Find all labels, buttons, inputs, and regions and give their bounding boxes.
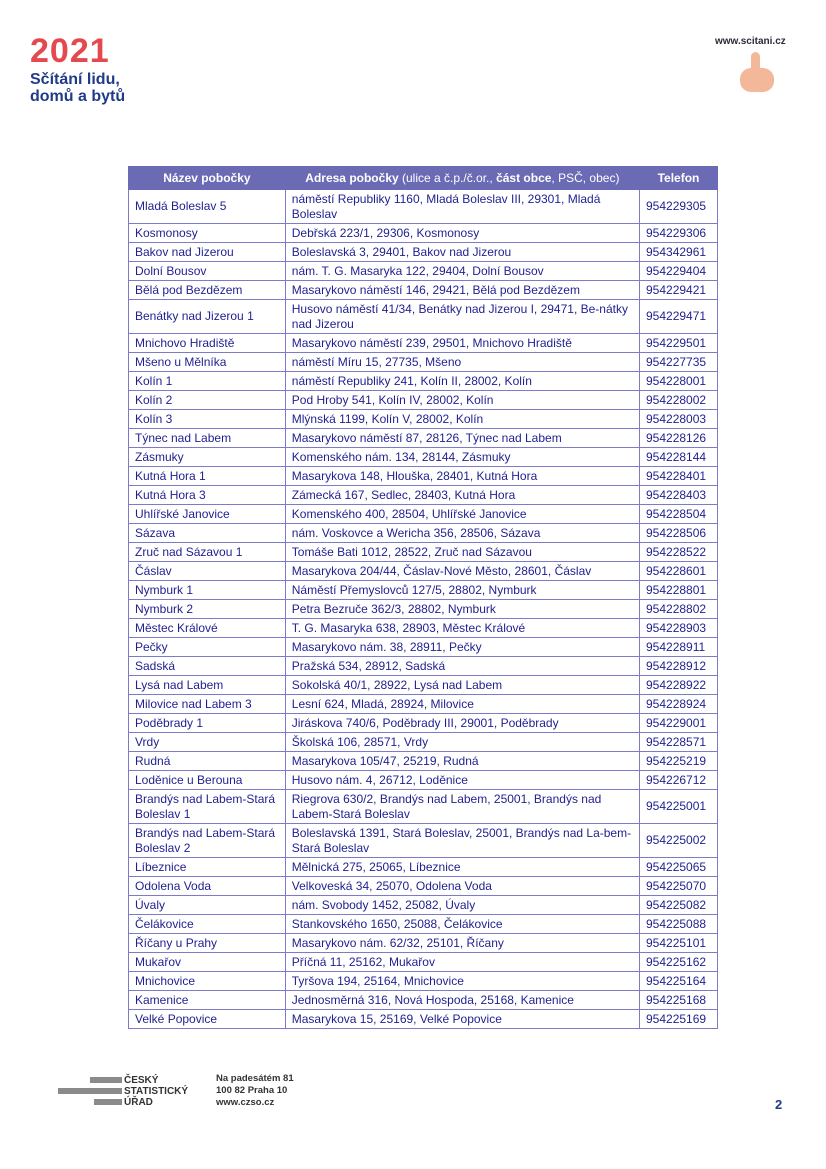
branch-name-cell: Kosmonosy — [129, 224, 286, 243]
branch-name-cell: Odolena Voda — [129, 877, 286, 896]
branch-name-cell: Kutná Hora 3 — [129, 486, 286, 505]
table-row — [129, 714, 718, 733]
branch-name-cell: Bělá pod Bezdězem — [129, 281, 286, 300]
branch-offices-table — [128, 166, 718, 1029]
table-row — [129, 915, 718, 934]
branch-address-cell: Masarykovo náměstí 146, 29421, Bělá pod Bezdězem — [285, 281, 639, 300]
branch-address-cell: Husovo nám. 4, 26712, Loděnice — [285, 771, 639, 790]
phone-cell: 954228522 — [640, 543, 718, 562]
branch-address-cell: nám. T. G. Masaryka 122, 29404, Dolní Bousov — [285, 262, 639, 281]
table-row — [129, 1010, 718, 1029]
table-row — [129, 300, 718, 334]
branch-address-cell: Školská 106, 28571, Vrdy — [285, 733, 639, 752]
branch-address-cell: Boleslavská 1391, Stará Boleslav, 25001, Brandýs nad La-bem-Stará Boleslav — [285, 824, 639, 858]
phone-cell: 954225088 — [640, 915, 718, 934]
branch-name-cell: Čáslav — [129, 562, 286, 581]
phone-cell: 954228506 — [640, 524, 718, 543]
branch-address-cell: Boleslavská 3, 29401, Bakov nad Jizerou — [285, 243, 639, 262]
header-address-sub2: část obce — [496, 171, 552, 185]
branch-address-cell: náměstí Republiky 1160, Mladá Boleslav III, 29301, Mladá Boleslav — [285, 190, 639, 224]
phone-cell: 954228802 — [640, 600, 718, 619]
website-link[interactable]: www.scitani.cz — [715, 36, 786, 47]
table-row — [129, 896, 718, 915]
branch-address-cell: Mlýnská 1199, Kolín V, 28002, Kolín — [285, 410, 639, 429]
phone-cell: 954225001 — [640, 790, 718, 824]
branch-name-cell: Čelákovice — [129, 915, 286, 934]
phone-cell: 954225168 — [640, 991, 718, 1010]
phone-cell: 954342961 — [640, 243, 718, 262]
branch-address-cell: Masarykovo náměstí 87, 28126, Týnec nad Labem — [285, 429, 639, 448]
phone-cell: 954225169 — [640, 1010, 718, 1029]
phone-cell: 954228924 — [640, 695, 718, 714]
phone-cell: 954228401 — [640, 467, 718, 486]
branch-name-cell: Zruč nad Sázavou 1 — [129, 543, 286, 562]
branch-name-cell: Mukařov — [129, 953, 286, 972]
header-branch-address — [285, 167, 639, 190]
logo-text — [30, 71, 125, 105]
table-header-row — [129, 167, 718, 190]
branch-address-cell: nám. Svobody 1452, 25082, Úvaly — [285, 896, 639, 915]
phone-cell: 954225065 — [640, 858, 718, 877]
table-row — [129, 429, 718, 448]
branch-name-cell: Kolín 1 — [129, 372, 286, 391]
header-address-main: Adresa pobočky — [305, 171, 399, 185]
table-row — [129, 752, 718, 771]
branch-name-cell: Velké Popovice — [129, 1010, 286, 1029]
branch-name-cell: Úvaly — [129, 896, 286, 915]
phone-cell: 954225101 — [640, 934, 718, 953]
branch-address-cell: Tyršova 194, 25164, Mnichovice — [285, 972, 639, 991]
table-row — [129, 953, 718, 972]
table-row — [129, 391, 718, 410]
page-number: 2 — [775, 1097, 783, 1112]
branch-name-cell: Milovice nad Labem 3 — [129, 695, 286, 714]
phone-cell: 954225164 — [640, 972, 718, 991]
branch-address-cell: Masarykova 148, Hlouška, 28401, Kutná Hora — [285, 467, 639, 486]
branch-address-cell: Komenského nám. 134, 28144, Zásmuky — [285, 448, 639, 467]
table-row — [129, 410, 718, 429]
footer-address — [216, 1073, 294, 1109]
logo-line-2: domů a bytů — [30, 88, 126, 105]
branch-address-cell: Masarykovo nám. 62/32, 25101, Říčany — [285, 934, 639, 953]
table-row — [129, 372, 718, 391]
logo-year-text: 2021 — [30, 33, 110, 65]
table-row — [129, 676, 718, 695]
branch-name-cell: Mladá Boleslav 5 — [129, 190, 286, 224]
phone-cell: 954229471 — [640, 300, 718, 334]
branch-name-cell: Brandýs nad Labem-Stará Boleslav 2 — [129, 824, 286, 858]
branch-address-cell: Pod Hroby 541, Kolín IV, 28002, Kolín — [285, 391, 639, 410]
branch-address-cell: T. G. Masaryka 638, 28903, Městec Králové — [285, 619, 639, 638]
table-row — [129, 638, 718, 657]
phone-cell: 954225070 — [640, 877, 718, 896]
branch-address-cell: Stankovského 1650, 25088, Čelákovice — [285, 915, 639, 934]
phone-cell: 954229501 — [640, 334, 718, 353]
phone-cell: 954228403 — [640, 486, 718, 505]
table-row — [129, 262, 718, 281]
table-row — [129, 224, 718, 243]
branch-name-cell: Pečky — [129, 638, 286, 657]
phone-cell: 954228912 — [640, 657, 718, 676]
branch-address-cell: Zámecká 167, Sedlec, 28403, Kutná Hora — [285, 486, 639, 505]
branch-name-cell: Kolín 3 — [129, 410, 286, 429]
table-row — [129, 733, 718, 752]
phone-cell: 954228001 — [640, 372, 718, 391]
table-row — [129, 600, 718, 619]
branch-address-cell: Jiráskova 740/6, Poděbrady III, 29001, Poděbrady — [285, 714, 639, 733]
table-row — [129, 657, 718, 676]
branch-address-cell: Náměstí Přemyslovců 127/5, 28802, Nymburk — [285, 581, 639, 600]
table-row — [129, 858, 718, 877]
header-address-sub3: , PSČ, obec) — [551, 171, 620, 185]
branch-address-cell: Sokolská 40/1, 28922, Lysá nad Labem — [285, 676, 639, 695]
table-row — [129, 581, 718, 600]
branch-name-cell: Zásmuky — [129, 448, 286, 467]
branch-address-cell: Debřská 223/1, 29306, Kosmonosy — [285, 224, 639, 243]
header-phone: Telefon — [640, 167, 718, 190]
phone-cell: 954225219 — [640, 752, 718, 771]
phone-cell: 954226712 — [640, 771, 718, 790]
table-row — [129, 934, 718, 953]
branch-name-cell: Nymburk 1 — [129, 581, 286, 600]
branch-address-cell: náměstí Republiky 241, Kolín II, 28002, Kolín — [285, 372, 639, 391]
table-row — [129, 524, 718, 543]
table-row — [129, 353, 718, 372]
table-row — [129, 562, 718, 581]
branch-name-cell: Týnec nad Labem — [129, 429, 286, 448]
table-row — [129, 543, 718, 562]
phone-cell: 954229306 — [640, 224, 718, 243]
table-row — [129, 790, 718, 824]
logo-year-graphic — [30, 33, 130, 65]
table-row — [129, 505, 718, 524]
branch-address-cell: Masarykova 204/44, Čáslav-Nové Město, 28601, Čáslav — [285, 562, 639, 581]
branch-address-cell: Velkoveská 34, 25070, Odolena Voda — [285, 877, 639, 896]
branch-address-cell: náměstí Míru 15, 27735, Mšeno — [285, 353, 639, 372]
table-row — [129, 467, 718, 486]
branch-address-cell: Masarykovo nám. 38, 28911, Pečky — [285, 638, 639, 657]
branch-name-cell: Kolín 2 — [129, 391, 286, 410]
branch-address-cell: Příčná 11, 25162, Mukařov — [285, 953, 639, 972]
table-row — [129, 877, 718, 896]
branch-name-cell: Bakov nad Jizerou — [129, 243, 286, 262]
branch-name-cell: Mnichovice — [129, 972, 286, 991]
branch-address-cell: Masarykova 15, 25169, Velké Popovice — [285, 1010, 639, 1029]
branch-address-cell: Lesní 624, Mladá, 28924, Milovice — [285, 695, 639, 714]
branch-address-cell: nám. Voskovce a Wericha 356, 28506, Sázava — [285, 524, 639, 543]
phone-cell: 954229305 — [640, 190, 718, 224]
branch-address-cell: Riegrova 630/2, Brandýs nad Labem, 25001, Brandýs nad Labem-Stará Boleslav — [285, 790, 639, 824]
branch-name-cell: Mnichovo Hradiště — [129, 334, 286, 353]
phone-cell: 954228571 — [640, 733, 718, 752]
table-row — [129, 991, 718, 1010]
czso-logo — [58, 1073, 198, 1111]
phone-cell: 954225082 — [640, 896, 718, 915]
branch-name-cell: Líbeznice — [129, 858, 286, 877]
branch-name-cell: Vrdy — [129, 733, 286, 752]
table-row — [129, 448, 718, 467]
table-row — [129, 695, 718, 714]
branch-address-cell: Husovo náměstí 41/34, Benátky nad Jizerou I, 29471, Be-nátky nad Jizerou — [285, 300, 639, 334]
czso-line-3: ÚŘAD — [124, 1097, 153, 1108]
header-branch-name: Název pobočky — [129, 167, 286, 190]
phone-cell: 954228801 — [640, 581, 718, 600]
branch-address-cell: Petra Bezruče 362/3, 28802, Nymburk — [285, 600, 639, 619]
branch-name-cell: Městec Králové — [129, 619, 286, 638]
phone-cell: 954228903 — [640, 619, 718, 638]
branch-address-cell: Komenského 400, 28504, Uhlířské Janovice — [285, 505, 639, 524]
table-row — [129, 486, 718, 505]
phone-cell: 954228144 — [640, 448, 718, 467]
table-row — [129, 771, 718, 790]
phone-cell: 954228911 — [640, 638, 718, 657]
logo-line-1: Sčítání lidu, — [30, 71, 120, 88]
table-row — [129, 243, 718, 262]
phone-cell: 954228003 — [640, 410, 718, 429]
branch-name-cell: Říčany u Prahy — [129, 934, 286, 953]
table-row — [129, 190, 718, 224]
branch-name-cell: Kutná Hora 1 — [129, 467, 286, 486]
branch-address-cell: Pražská 534, 28912, Sadská — [285, 657, 639, 676]
branch-name-cell: Kamenice — [129, 991, 286, 1010]
branch-name-cell: Nymburk 2 — [129, 600, 286, 619]
phone-cell: 954228922 — [640, 676, 718, 695]
phone-cell: 954225162 — [640, 953, 718, 972]
branch-address-cell: Masarykova 105/47, 25219, Rudná — [285, 752, 639, 771]
phone-cell: 954229001 — [640, 714, 718, 733]
branch-name-cell: Sadská — [129, 657, 286, 676]
address-street: Na padesátém 81 — [216, 1073, 294, 1084]
czso-line-1: ČESKÝ — [124, 1075, 159, 1086]
phone-cell: 954228126 — [640, 429, 718, 448]
czso-line-2: STATISTICKÝ — [124, 1086, 189, 1097]
header-address-sub1: (ulice a č.p./č.or., — [402, 171, 497, 185]
table-row — [129, 619, 718, 638]
branch-name-cell: Sázava — [129, 524, 286, 543]
czso-logo-text — [124, 1075, 188, 1108]
branch-name-cell: Mšeno u Mělníka — [129, 353, 286, 372]
branch-name-cell: Poděbrady 1 — [129, 714, 286, 733]
branch-name-cell: Benátky nad Jizerou 1 — [129, 300, 286, 334]
branch-address-cell: Jednosměrná 316, Nová Hospoda, 25168, Kamenice — [285, 991, 639, 1010]
branch-name-cell: Dolní Bousov — [129, 262, 286, 281]
branch-name-cell: Rudná — [129, 752, 286, 771]
phone-cell: 954229404 — [640, 262, 718, 281]
table-row — [129, 972, 718, 991]
census-2021-logo — [30, 33, 140, 113]
phone-cell: 954225002 — [640, 824, 718, 858]
branch-name-cell: Loděnice u Berouna — [129, 771, 286, 790]
phone-cell: 954227735 — [640, 353, 718, 372]
table-row — [129, 334, 718, 353]
pointing-hand-icon — [737, 50, 777, 95]
branch-address-cell: Mělnická 275, 25065, Líbeznice — [285, 858, 639, 877]
phone-cell: 954229421 — [640, 281, 718, 300]
address-city: 100 82 Praha 10 — [216, 1085, 288, 1096]
branch-address-cell: Tomáše Bati 1012, 28522, Zruč nad Sázavou — [285, 543, 639, 562]
branch-name-cell: Lysá nad Labem — [129, 676, 286, 695]
table-row — [129, 281, 718, 300]
branch-name-cell: Uhlířské Janovice — [129, 505, 286, 524]
phone-cell: 954228601 — [640, 562, 718, 581]
phone-cell: 954228504 — [640, 505, 718, 524]
address-web[interactable]: www.czso.cz — [216, 1097, 275, 1108]
branch-name-cell: Brandýs nad Labem-Stará Boleslav 1 — [129, 790, 286, 824]
table-row — [129, 824, 718, 858]
branch-address-cell: Masarykovo náměstí 239, 29501, Mnichovo Hradiště — [285, 334, 639, 353]
phone-cell: 954228002 — [640, 391, 718, 410]
